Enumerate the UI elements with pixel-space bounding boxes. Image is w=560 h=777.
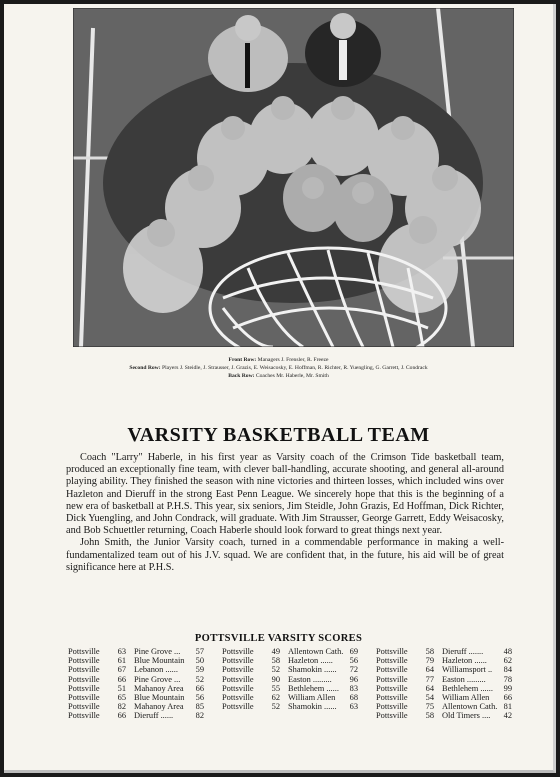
opponent-name: Allentown Cath.	[442, 702, 498, 712]
scores-column-1	[68, 647, 204, 721]
score-row	[376, 665, 512, 674]
opponent-score: 52	[195, 674, 204, 684]
opponent-score: 69	[349, 647, 358, 656]
team-score: 67	[117, 665, 126, 675]
opponent-score: 78	[503, 674, 512, 684]
team-score: 90	[271, 674, 280, 684]
team-name: Pottsville	[222, 683, 254, 693]
opponent-score: 85	[195, 702, 204, 712]
opponent-name: William Allen	[442, 693, 490, 703]
opponent-score: 84	[503, 665, 512, 675]
opponent-score: 63	[349, 702, 358, 712]
score-row	[376, 656, 512, 665]
team-name: Pottsville	[376, 665, 408, 675]
opponent-name: Easton .........	[442, 674, 486, 684]
paragraph-2: John Smith, the Junior Varsity coach, turned in a commendable performance in making a well-fundamentalized team out of his J.V. squad. We are confident that, in the future, his aid will be of great significance here at P.H.S.	[66, 537, 504, 573]
team-score: 58	[425, 647, 434, 656]
score-row	[222, 656, 358, 665]
opponent-score: 56	[195, 693, 204, 703]
score-row	[376, 702, 512, 711]
team-name: Pottsville	[376, 711, 408, 721]
opponent-name: Shamokin ......	[288, 702, 337, 712]
caption-label: Second Row:	[129, 365, 161, 371]
opponent-name: Mahanoy Area	[134, 683, 184, 693]
score-row	[68, 665, 204, 674]
caption-label: Front Row:	[228, 357, 257, 363]
team-name: Pottsville	[376, 702, 408, 712]
score-row	[68, 647, 204, 656]
team-name: Pottsville	[68, 711, 100, 721]
page-title: VARSITY BASKETBALL TEAM	[127, 424, 430, 446]
team-name: Pottsville	[222, 647, 254, 656]
article-body	[66, 452, 504, 574]
opponent-name: Bethlehem ......	[288, 683, 339, 693]
opponent-name: Allentown Cath.	[288, 647, 344, 656]
team-name: Pottsville	[376, 647, 408, 656]
opponent-name: Blue Mountain	[134, 656, 185, 666]
opponent-name: Pine Grove ...	[134, 647, 181, 656]
score-row	[376, 684, 512, 693]
score-row	[68, 675, 204, 684]
team-name: Pottsville	[68, 693, 100, 703]
team-name: Pottsville	[68, 674, 100, 684]
score-row	[376, 675, 512, 684]
opponent-name: Lebanon ......	[134, 665, 178, 675]
opponent-score: 50	[195, 656, 204, 666]
opponent-score: 96	[349, 674, 358, 684]
score-row	[376, 711, 512, 720]
caption-text: Managers J. Frensler, R. Freeze	[257, 357, 329, 363]
opponent-score: 56	[349, 656, 358, 666]
score-row	[68, 693, 204, 702]
score-row	[68, 656, 204, 665]
team-name: Pottsville	[68, 665, 100, 675]
score-row	[376, 693, 512, 702]
team-score: 63	[117, 647, 126, 656]
team-score: 75	[425, 702, 434, 712]
caption-label: Back Row:	[228, 373, 255, 379]
opponent-name: Williamsport ..	[442, 665, 493, 675]
opponent-score: 62	[503, 656, 512, 666]
opponent-name: Blue Mountain	[134, 693, 185, 703]
opponent-score: 72	[349, 665, 358, 675]
opponent-name: Dieruff .......	[442, 647, 484, 656]
team-score: 66	[117, 674, 126, 684]
paragraph-1: Coach "Larry" Haberle, in his first year as Varsity coach of the Crimson Tide basketball team, produced an exceptionally fine team, with clever ball-handling, accurate shooting, and general all-around playing ability. They finished the season with nine victories and thirteen losses, which included wins over Hazleton and Dieruff in the strong East Penn League. We sincerely hope that this is the beginning of a new era of basketball at P.H.S. This year, six seniors, Jim Steidle, John Grazis, Ed Hoffman, Dick Richter, Dick Yuengling, and John Condrack, will graduate. With Jim Strausser, George Garrett, Eddy Weisacosky, and Bob Schuettler returning, Coach Haberle should look forward to great things next year.	[66, 452, 504, 537]
opponent-name: Shamokin ......	[288, 665, 337, 675]
opponent-score: 99	[503, 683, 512, 693]
caption-front-row	[4, 356, 553, 364]
team-score: 49	[271, 647, 280, 656]
caption-second-row	[4, 364, 553, 372]
opponent-name: Easton .........	[288, 674, 332, 684]
opponent-name: Pine Grove ...	[134, 674, 181, 684]
score-row	[222, 684, 358, 693]
team-name: Pottsville	[376, 674, 408, 684]
team-score: 58	[271, 656, 280, 666]
opponent-score: 66	[503, 693, 512, 703]
team-score: 79	[425, 656, 434, 666]
opponent-name: Mahanoy Area	[134, 702, 184, 712]
opponent-name: William Allen	[288, 693, 336, 703]
team-name: Pottsville	[68, 647, 100, 656]
team-photo	[73, 8, 514, 347]
team-score: 58	[425, 711, 434, 721]
score-row	[222, 675, 358, 684]
scores-title: POTTSVILLE VARSITY SCORES	[194, 633, 363, 644]
opponent-score: 83	[349, 683, 358, 693]
score-row	[68, 711, 204, 720]
score-row	[222, 647, 358, 656]
team-name: Pottsville	[68, 683, 100, 693]
team-score: 51	[117, 683, 126, 693]
team-score: 61	[117, 656, 126, 666]
yearbook-page	[4, 4, 556, 773]
team-score: 65	[117, 693, 126, 703]
score-row	[222, 702, 358, 711]
team-name: Pottsville	[222, 665, 254, 675]
opponent-name: Old Timers ....	[442, 711, 491, 721]
team-name: Pottsville	[222, 702, 254, 712]
team-name: Pottsville	[376, 693, 408, 703]
opponent-name: Dieruff ......	[134, 711, 174, 721]
team-score: 66	[117, 711, 126, 721]
opponent-name: Hazleton ......	[442, 656, 487, 666]
scores-column-3	[376, 647, 512, 721]
score-row	[222, 665, 358, 674]
team-name: Pottsville	[68, 702, 100, 712]
opponent-score: 57	[195, 647, 204, 656]
caption-text: Players J. Steidle, J. Strausser, J. Grazis, E. Weisacosky, E. Hoffman, R. Richter, R. Yuengling, G. Garrett, J. Condrack	[161, 365, 428, 371]
caption-back-row	[4, 372, 553, 380]
team-name: Pottsville	[222, 693, 254, 703]
score-row	[68, 702, 204, 711]
team-name: Pottsville	[376, 656, 408, 666]
team-score: 52	[271, 665, 280, 675]
score-row	[68, 684, 204, 693]
photo-captions	[4, 356, 553, 380]
opponent-score: 59	[195, 665, 204, 675]
opponent-score: 82	[195, 711, 204, 721]
team-name: Pottsville	[222, 674, 254, 684]
team-name: Pottsville	[222, 656, 254, 666]
team-name: Pottsville	[376, 683, 408, 693]
opponent-score: 48	[503, 647, 512, 656]
team-score: 54	[425, 693, 434, 703]
team-score: 82	[117, 702, 126, 712]
team-name: Pottsville	[68, 656, 100, 666]
team-score: 64	[425, 683, 434, 693]
team-score: 64	[425, 665, 434, 675]
opponent-name: Hazleton ......	[288, 656, 333, 666]
score-row	[376, 647, 512, 656]
caption-text: Coaches Mr. Haberle, Mr. Smith	[255, 373, 329, 379]
team-score: 62	[271, 693, 280, 703]
team-score: 77	[425, 674, 434, 684]
score-row	[222, 693, 358, 702]
opponent-score: 81	[503, 702, 512, 712]
opponent-score: 66	[195, 683, 204, 693]
opponent-score: 42	[503, 711, 512, 721]
team-score: 52	[271, 702, 280, 712]
team-score: 55	[271, 683, 280, 693]
opponent-score: 68	[349, 693, 358, 703]
scores-column-2	[222, 647, 358, 711]
opponent-name: Bethlehem ......	[442, 683, 493, 693]
